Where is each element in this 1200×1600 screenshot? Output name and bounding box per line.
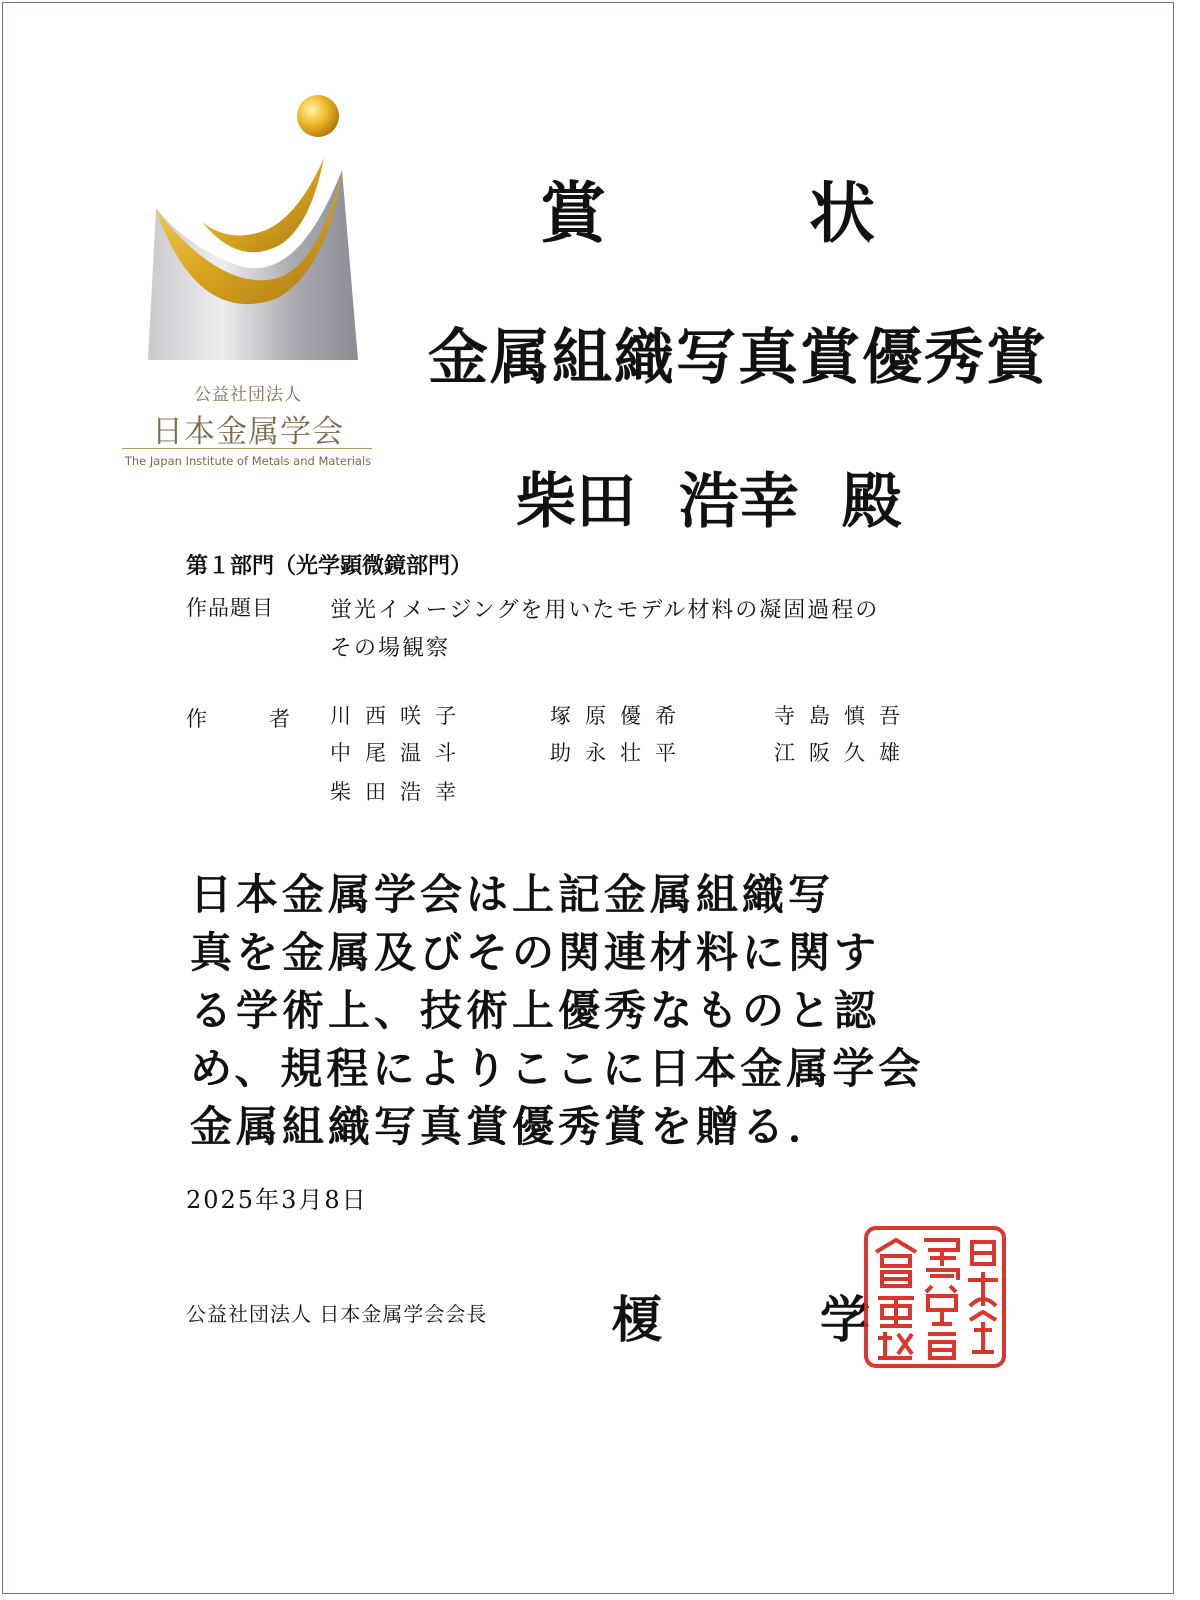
- signatory-surname: 榎: [612, 1290, 662, 1349]
- signatory-title: 公益社団法人 日本金属学会会長: [186, 1302, 488, 1326]
- logo-org-name: 日本金属学会: [152, 414, 344, 450]
- author-name: 塚原優希: [550, 704, 690, 728]
- work-title-line: その場観察: [330, 636, 451, 661]
- statement-line: め、規程によりここに日本金属学会: [190, 1044, 925, 1093]
- work-title-line: 蛍光イメージングを用いたモデル材料の凝固過程の: [330, 598, 880, 623]
- seal-icon: [860, 1222, 1010, 1372]
- author-name: 助永壮平: [550, 741, 690, 765]
- certificate-title: 賞 状: [540, 174, 965, 252]
- division-label: 第１部門（光学顕微鏡部門）: [186, 554, 473, 579]
- signatory-given-name: 学: [820, 1290, 870, 1349]
- statement-line: 真を金属及びその関連材料に関す: [190, 928, 881, 977]
- recipient-honorific: 殿: [841, 467, 902, 537]
- award-name: 金属組織写真賞優秀賞: [428, 323, 1048, 393]
- logo-emblem-icon: [128, 88, 368, 368]
- author-name: 川西咲子: [330, 704, 470, 728]
- recipient-surname: 柴田: [516, 467, 636, 537]
- recipient-name: [516, 454, 924, 540]
- logo-divider: [122, 448, 372, 449]
- award-statement: [190, 866, 970, 1156]
- logo-english-name: The Japan Institute of Metals and Materials: [124, 454, 372, 468]
- work-title-label: 作品題目: [186, 596, 274, 620]
- logo-org-type: 公益社団法人: [194, 385, 302, 405]
- official-seal-stamp: [860, 1222, 1010, 1372]
- authors-label: 作 者: [186, 707, 290, 731]
- author-name: 寺島慎吾: [774, 704, 914, 728]
- author-name: 柴田浩幸: [330, 780, 470, 804]
- award-date: 2025年3月8日: [186, 1186, 368, 1214]
- statement-line: 金属組織写真賞優秀賞を贈る．: [190, 1102, 835, 1151]
- author-name: 中尾温斗: [330, 741, 470, 765]
- work-title: [330, 592, 990, 668]
- author-name: 江阪久雄: [774, 741, 914, 765]
- institute-logo: [118, 88, 378, 478]
- statement-line: 日本金属学会は上記金属組織写: [190, 870, 835, 919]
- recipient-given-name: 浩幸: [678, 467, 799, 537]
- statement-line: る学術上、技術上優秀なものと認: [190, 986, 881, 1035]
